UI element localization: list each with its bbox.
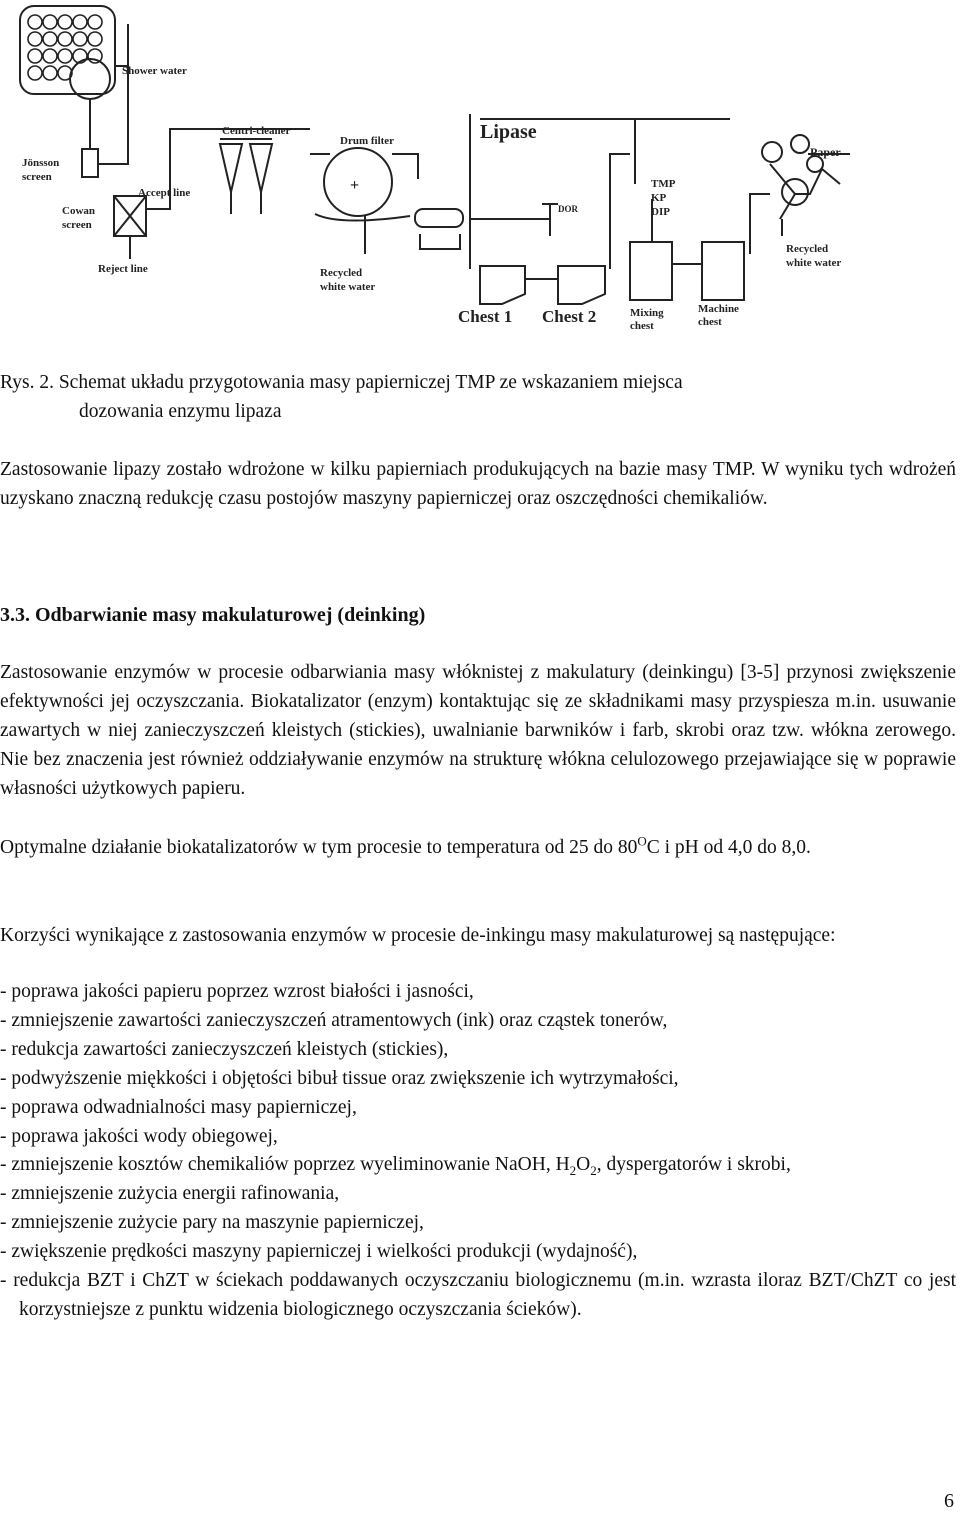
label-cowan: Cowan xyxy=(62,205,96,217)
label-recycled-1: Recycled xyxy=(320,267,363,279)
label-mixing: Mixing xyxy=(630,307,664,319)
optimal-text-1: Optymalne działanie biokatalizatorów w tym procesie to temperatura od 25 do 80 xyxy=(0,837,638,858)
label-cowan-screen: screen xyxy=(62,219,92,231)
paragraph-lipase: Zastosowanie lipazy zostało wdrożone w kilku papierniach produkujących na bazie masy TMP. W wyniku tych wdrożeń uzyskano znaczną redukcję czasu postojów maszyny papierniczej oraz oszczędności chemikaliów. xyxy=(0,459,956,509)
naoh-sub-1: 2 xyxy=(569,1163,577,1179)
list-item: - zmniejszenie zużycie pary na maszynie papierniczej, xyxy=(0,1212,424,1234)
label-drum-filter: Drum filter xyxy=(340,135,395,147)
section-heading: 3.3. Odbarwianie masy makulaturowej (deinking) xyxy=(0,604,426,626)
svg-text:+: + xyxy=(350,177,360,194)
page-number: 6 xyxy=(944,1490,954,1512)
list-item: - poprawa jakości papieru poprzez wzrost białości i jasności, xyxy=(0,981,474,1002)
label-paper: Paper xyxy=(810,145,841,159)
paragraph-benefits-intro: Korzyści wynikające z zastosowania enzymów w procesie de-inkingu masy makulaturowej są następujące: xyxy=(0,925,836,946)
label-jonsson: Jönsson xyxy=(22,157,60,169)
label-dor: DOR xyxy=(558,204,578,214)
list-item: - poprawa odwadnialności masy papierniczej, xyxy=(0,1096,357,1118)
naoh-text-2: O xyxy=(576,1154,591,1176)
list-item: - poprawa jakości wody obiegowej, xyxy=(0,1125,278,1147)
label-kp: KP xyxy=(651,192,667,204)
label-jonsson-screen: screen xyxy=(22,171,52,183)
naoh-text-1: - zmniejszenie kosztów chemikaliów poprzez wyeliminowanie NaOH, H xyxy=(0,1154,570,1176)
list-item xyxy=(0,1151,956,1180)
list-item: - zmniejszenie zużycia energii rafinowania, xyxy=(0,1183,340,1205)
naoh-sub-2: 2 xyxy=(590,1163,597,1179)
label-tmp: TMP xyxy=(651,178,676,190)
optimal-text-2: C i pH od 4,0 do 8,0. xyxy=(646,837,811,858)
figure-caption xyxy=(0,368,940,426)
caption-line-2: dozowania enzymu lipaza xyxy=(79,401,282,422)
label-chest-1: Chest 1 xyxy=(458,307,513,326)
label-centri-cleaner: Centri-cleaner xyxy=(222,125,291,137)
label-machine-chest: chest xyxy=(698,316,722,328)
label-lipase: Lipase xyxy=(480,121,537,143)
benefits-list xyxy=(0,978,956,1325)
label-shower-water: Shower water xyxy=(122,65,187,77)
optimal-sup: O xyxy=(637,833,647,849)
label-recycled-2: Recycled xyxy=(786,243,829,255)
label-accept-line: Accept line xyxy=(138,187,191,199)
label-white-water-2: white water xyxy=(786,257,842,269)
paragraph-deinking: Zastosowanie enzymów w procesie odbarwiania masy włóknistej z makulatury (deinkingu) [3-5] przynosi zwiększenie efektywności jej oczyszczania. Biokatalizator (enzym) kontaktując się ze składnikami masy przyspiesza m.in. usuwanie zawartych w niej zanieczyszczeń kleistych (stickies), uwalnianie barwników i farb, skrobi oraz tzw. włókna zerowego. Nie bez znaczenia jest również oddziaływanie enzymów na strukturę włókna celulozowego przejawiające się w poprawie własności użytkowych papieru. xyxy=(0,662,956,799)
caption-line-1: Rys. 2. Schemat układu przygotowania masy papierniczej TMP ze wskazaniem miejsca xyxy=(0,372,683,393)
label-machine: Machine xyxy=(698,303,739,315)
list-item: - zmniejszenie zawartości zanieczyszczeń atramentowych (ink) oraz cząstek tonerów, xyxy=(0,1009,668,1031)
list-item: - zwiększenie prędkości maszyny papierniczej i wielkości produkcji (wydajność), xyxy=(0,1241,638,1263)
label-mixing-chest: chest xyxy=(630,320,654,332)
label-chest-2: Chest 2 xyxy=(542,307,597,326)
label-reject-line: Reject line xyxy=(98,263,148,275)
label-dip: DIP xyxy=(651,206,670,218)
process-diagram xyxy=(10,4,860,334)
list-item: - redukcja BZT i ChZT w ściekach poddawanych oczyszczaniu biologicznemu (m.in. wzrasta iloraz BZT/ChZT co jest korzystniejsze z punktu widzenia biologicznego oczyszczania ścieków). xyxy=(0,1270,956,1320)
naoh-text-3: , dyspergatorów i skrobi, xyxy=(596,1154,791,1176)
label-white-water-1: white water xyxy=(320,281,376,293)
list-item: - podwyższenie miękkości i objętości bibuł tissue oraz zwiększenie ich wytrzymałości, xyxy=(0,1067,679,1089)
paragraph-optimal-conditions xyxy=(0,833,956,862)
list-item: - redukcja zawartości zanieczyszczeń kleistych (stickies), xyxy=(0,1038,449,1060)
